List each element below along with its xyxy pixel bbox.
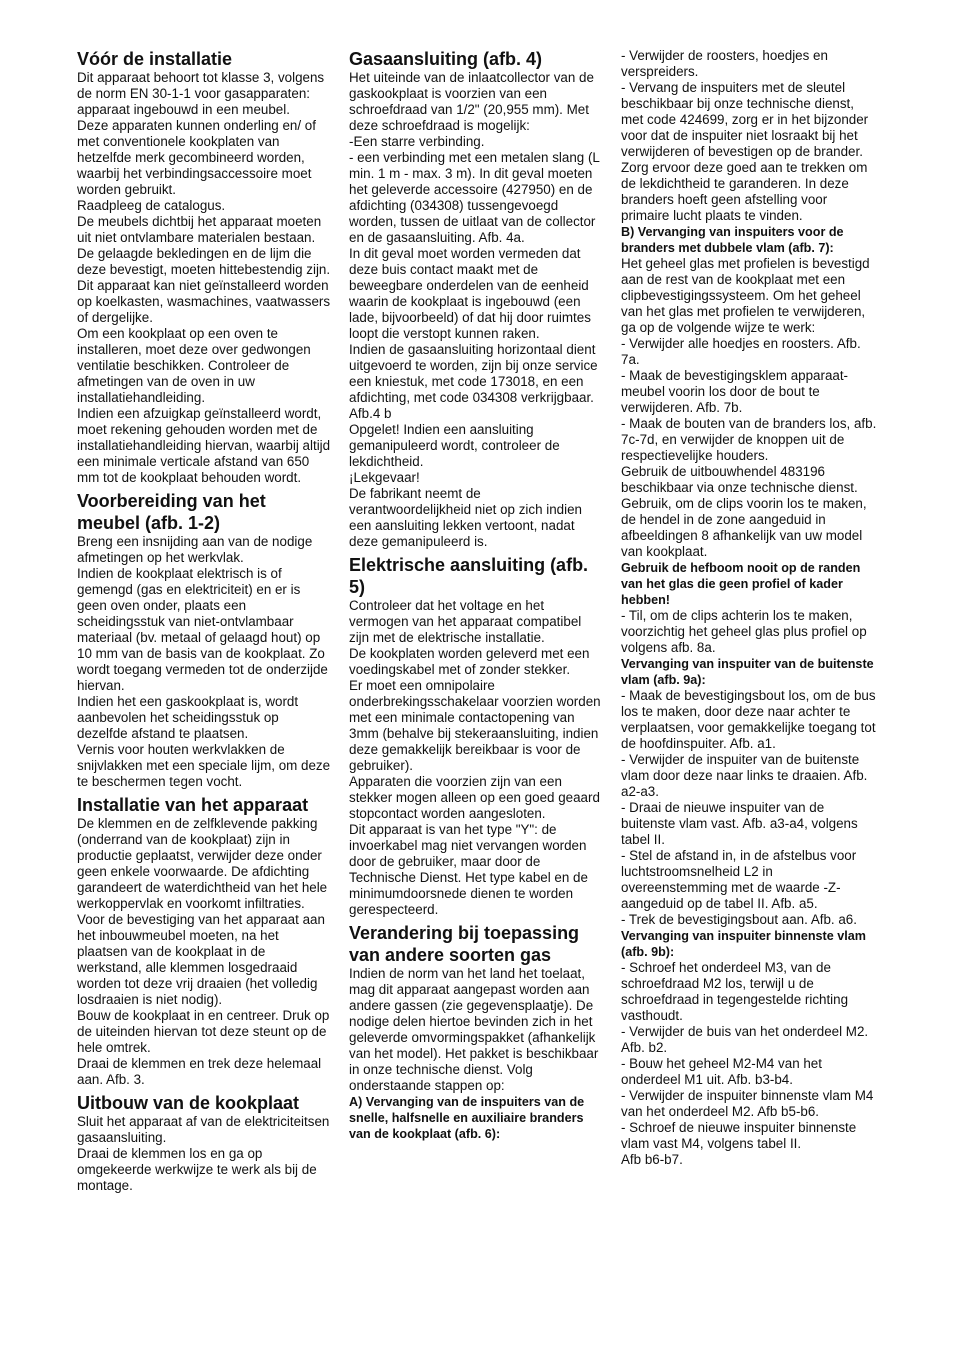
paragraph: Deze apparaten kunnen onderling en/ of met conventionele kookplaten van hetzelfde merk gecombineerd worden, waarbij het verbindingsaccessoire moet worden gebruikt. (77, 118, 316, 197)
heading-before-installation: Vóór de installatie (77, 49, 233, 69)
paragraph: - Verwijder de inspuiter van de buitenste vlam door deze naar links te draaien. Afb. a2-a3. (621, 752, 868, 799)
column-left (77, 48, 332, 1194)
paragraph: Sluit het apparaat af van de elektriciteitsen gasaansluiting. (77, 1114, 330, 1145)
paragraph: Vernis voor houten werkvlakken de snijvlakken met een speciale lijm, om deze te beschermen tegen vocht. (77, 742, 331, 789)
paragraph: Apparaten die voorzien zijn van een stekker mogen alleen op een goed geaard stopcontact worden aangesloten. (349, 774, 600, 821)
paragraph: De klemmen en de zelfklevende pakking (onderrand van de kookplaat) zijn in productie geplaatst, verwijder deze onder geen enkele voorwaarde. De afdichting garandeert de waterdichtheid van het hele werkoppervlak en voorkomt infiltraties. (77, 816, 328, 911)
subheading-inner-flame: Vervanging van inspuiter binnenste vlam (afb. 9b): (621, 929, 866, 959)
paragraph: - Maak de bevestigingsbout los, om de bus los te maken, door deze naar achter te verplaatsen, voor gemakkelijke toegang tot de hoofdinspuiter. Afb. a1. (621, 688, 876, 751)
paragraph: Draai de klemmen en trek deze helemaal aan. Afb. 3. (77, 1056, 322, 1087)
paragraph: Afb b6-b7. (621, 1152, 683, 1167)
paragraph: - Verwijder de buis van het onderdeel M2. Afb. b2. (621, 1024, 869, 1055)
heading-furniture-preparation: Voorbereiding van het meubel (afb. 1-2) (77, 491, 266, 533)
paragraph: Breng een insnijding aan van de nodige afmetingen op het werkvlak. (77, 534, 313, 565)
paragraph: In dit geval moet worden vermeden dat deze buis contact maakt met de beweegbare onderdelen van de eenheid waarin de kookplaat is ingebouwd (een lade, bijvoorbeeld) of dat hij door ruimtes loopt die verstopt kunnen raken. (349, 246, 591, 341)
paragraph: Er moet een omnipolaire onderbrekingsschakelaar voorzien worden met een minimale contactopening van 3mm (behalve bij stekeraansluiting, indien deze gemakkelijk bereikbaar is voor de gebruiker). (349, 678, 601, 773)
heading-removal: Uitbouw van de kookplaat (77, 1093, 300, 1113)
paragraph: - Trek de bevestigingsbout aan. Afb. a6. (621, 912, 857, 927)
paragraph: - Verwijder de inspuiter binnenste vlam M4 van het onderdeel M2. Afb b5-b6. (621, 1088, 874, 1119)
subheading-outer-flame: Vervanging van inspuiter van de buitenste vlam (afb. 9a): (621, 657, 874, 687)
paragraph: - Draai de nieuwe inspuiter van de buitenste vlam vast. Afb. a3-a4, volgens tabel II. (621, 800, 858, 847)
paragraph: Gebruik de uitbouwhendel 483196 beschikbaar via onze technische dienst. Gebruik, om de clips voorin los te maken, de hendel in de zone aangeduid in afbeeldingen 8 afhankelijk van uw model van kookplaat. (621, 464, 867, 559)
paragraph: De meubels dichtbij het apparaat moeten uit niet ontvlambare materialen bestaan. De gelaagde bekledingen en de lijm die deze bevestigt, moeten hittebestendig zijn. (77, 214, 331, 277)
paragraph: - Bouw het geheel M2-M4 van het onderdeel M1 uit. Afb. b3-b4. (621, 1056, 822, 1087)
paragraph: Indien het een gaskookplaat is, wordt aanbevolen het scheidingsstuk op dezelfde afstand te plaatsen. (77, 694, 299, 741)
paragraph: De fabrikant neemt de verantwoordelijkheid niet op zich indien een aansluiting lekken vertoont, nadat deze gemanipuleerd is. (349, 486, 582, 549)
heading-electrical-connection: Elektrische aansluiting (afb. 5) (349, 555, 589, 597)
paragraph: - Schroef de nieuwe inspuiter binnenste vlam vast M4, volgens tabel II. (621, 1120, 857, 1151)
paragraph: Indien de gasaansluiting horizontaal dient uitgevoerd te worden, zijn bij onze service een kniestuk, met code 173018, en een afdichting, met code 034308 verkrijgbaar. Afb.4 b (349, 342, 598, 421)
paragraph: Controleer dat het voltage en het vermogen van het apparaat compatibel zijn met de elektrische installatie. (349, 598, 582, 645)
paragraph: - Stel de afstand in, in de afstelbus voor luchtstroomsnelheid L2 in overeenstemming met de waarde -Z- aangeduid op de tabel II. Afb. a5. (621, 848, 857, 911)
paragraph: Bouw de kookplaat in en centreer. Druk op de uiteinden hiervan tot deze steunt op de hele omtrek. (77, 1008, 330, 1055)
paragraph: - Til, om de clips achterin los te maken, voorzichtig het geheel glas plus profiel op volgens afb. 8a. (621, 608, 867, 655)
paragraph: - Schroef het onderdeel M3, van de schroefdraad M2 los, terwijl u de schroefdraad in tegengestelde richting vasthoudt. (621, 960, 849, 1023)
paragraph: Indien de kookplaat elektrisch is of gemengd (gas en elektriciteit) en er is geen oven onder, plaats een scheidingsstuk van niet-ontvlambaar materiaal (bv. metaal of gelaagd hout) op 10 mm van de basis van de kookplaat. Zo wordt toegang vermeden tot de onderzijde hiervan. (77, 566, 328, 693)
subheading-injectors-a: A) Vervanging van de inspuiters van de snelle, halfsnelle en auxiliaire branders van de kookplaat (afb. 6): (349, 1095, 585, 1141)
paragraph: Zorg ervoor deze goed aan te trekken om de lekdichtheid te garanderen. In deze branders hoeft geen afstelling voor primaire lucht plaats te vinden. (621, 160, 868, 223)
paragraph: Om een kookplaat op een oven te installeren, moet deze over gedwongen ventilatie beschikken. Controleer de afmetingen van de oven in uw installatiehandleiding. (77, 326, 311, 405)
paragraph: Voor de bevestiging van het apparaat aan het inbouwmeubel moeten, na het plaatsen van de kookplaat in de werkstand, alle klemmen losgedraaid worden tot deze vrij draaien (het volledig losdraaien is niet nodig). (77, 912, 325, 1007)
paragraph: - Verwijder de roosters, hoedjes en verspreiders. (621, 48, 828, 79)
paragraph: Het geheel glas met profielen is bevestigd aan de rest van de kookplaat met een clipbevestigingssysteem. Om het geheel van het glas met profielen te verwijderen, ga op de volgende wijze te werk: (621, 256, 870, 335)
paragraph: Indien een afzuigkap geïnstalleerd wordt, moet rekening gehouden worden met de installatiehandleiding hiervan, waarbij altijd een minimale verticale afstand van 650 mm tot de kookplaat behouden wordt. (77, 406, 331, 485)
heading-appliance-installation: Installatie van het apparaat (77, 795, 309, 815)
paragraph: Opgelet! Indien een aansluiting gemanipuleerd wordt, controleer de lekdichtheid. (349, 422, 560, 469)
paragraph: De kookplaten worden geleverd met een voedingskabel met of zonder stekker. (349, 646, 590, 677)
paragraph: Het uiteinde van de inlaatcollector van de gaskookplaat is voorzien van een schroefdraad van 1/2" (20,955 mm). Met deze schroefdraad is mogelijk: (349, 70, 594, 133)
heading-gas-connection: Gasaansluiting (afb. 4) (349, 49, 543, 69)
column-middle (349, 48, 604, 1142)
paragraph: - Verwijder alle hoedjes en roosters. Afb. 7a. (621, 336, 861, 367)
paragraph: Dit apparaat behoort tot klasse 3, volgens de norm EN 30-1-1 voor gasapparaten: apparaat ingebouwd in een meubel. (77, 70, 325, 117)
paragraph: - een verbinding met een metalen slang (L min. 1 m - max. 3 m). In dit geval moeten het geleverde accessoire (427950) en de afdichting (034308) tussengevoegd worden, tussen de uitlaat van de collector en de gasaansluiting. Afb. 4a. (349, 150, 600, 245)
paragraph: Indien de norm van het land het toelaat, mag dit apparaat aangepast worden aan andere gassen (zie gegevensplaatje). De nodige delen hiertoe bevinden zich in het geleverde omvormingspakket (afhankelijk van het model). Het pakket is beschikbaar in onze technische dienst. Volg onderstaande stappen op: (349, 966, 599, 1093)
heading-gas-conversion: Verandering bij toepassing van andere soorten gas (349, 923, 580, 965)
paragraph: Dit apparaat kan niet geïnstalleerd worden op koelkasten, wasmachines, vaatwassers of dergelijke. (77, 278, 331, 325)
subheading-injectors-b: B) Vervanging van inspuiters voor de branders met dubbele vlam (afb. 7): (621, 225, 844, 255)
warning-lever: Gebruik de hefboom nooit op de randen van het glas die geen profiel of kader hebben! (621, 561, 861, 607)
paragraph: ¡Lekgevaar! (349, 470, 420, 485)
paragraph: - Vervang de inspuiters met de sleutel beschikbaar bij onze technische dienst, met code 424699, zorg er in het bijzonder voor dat de inspuiter niet losraakt bij het verwijderen of bevestigen op de brander. (621, 80, 869, 159)
paragraph: Draai de klemmen los en ga op omgekeerde werkwijze te werk als bij de montage. (77, 1146, 317, 1193)
paragraph: - Maak de bouten van de branders los, afb. 7c-7d, en verwijder de knoppen uit de respectievelijke houders. (621, 416, 877, 463)
paragraph: -Een starre verbinding. (349, 134, 485, 149)
paragraph: Raadpleeg de catalogus. (77, 198, 226, 213)
paragraph: Dit apparaat is van het type "Y": de invoerkabel mag niet vervangen worden door de gebruiker, maar door de Technische Dienst. Het type kabel en de minimumdoorsnede dienen te worden gerespecteerd. (349, 822, 588, 917)
paragraph: - Maak de bevestigingsklem apparaat-meubel voorin los door de bout te verwijderen. Afb. 7b. (621, 368, 849, 415)
column-right (621, 48, 879, 1168)
